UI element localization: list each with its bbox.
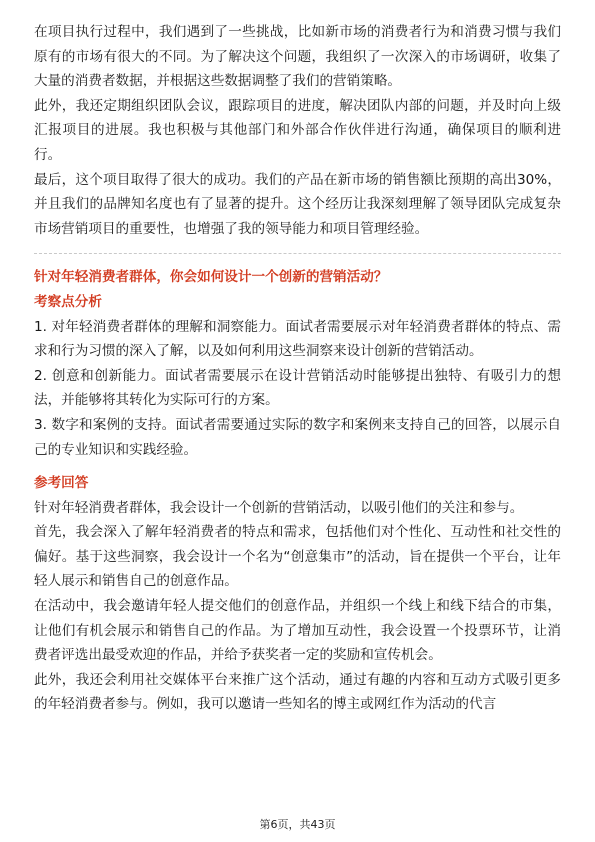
reference-paragraph-1: 针对年轻消费者群体，我会设计一个创新的营销活动，以吸引他们的关注和参与。	[34, 499, 524, 516]
intro-paragraph-3: 最后，这个项目取得了很大的成功。我们的产品在新市场的销售额比预期的高出30%，并且我们的品牌知名度也有了显著的提升。这个经历让我深刻理解了领导团队完成复杂市场营销项目的重要性，也增强了我的领导能力和项目管理经验。	[34, 171, 561, 237]
reference-heading: 参考回答	[34, 475, 89, 492]
question-title: 针对年轻消费者群体，你会如何设计一个创新的营销活动？	[34, 269, 388, 286]
section-divider	[34, 253, 561, 254]
analysis-item-3: 3. 数字和案例的支持。面试者需要通过实际的数字和案例来支持自己的回答，以展示自己的专业知识和实践经验。	[34, 416, 561, 458]
analysis-item-1: 1. 对年轻消费者群体的理解和洞察能力。面试者需要展示对年轻消费者群体的特点、需求和行为习惯的深入了解，以及如何利用这些洞察来设计创新的营销活动。	[34, 318, 561, 360]
page-number-footer: 第6页，共43页	[259, 818, 336, 831]
reference-paragraph-2: 首先，我会深入了解年轻消费者的特点和需求，包括他们对个性化、互动性和社交性的偏好。基于这些洞察，我会设计一个名为“创意集市”的活动，旨在提供一个平台，让年轻人展示和销售自己的创意作品。	[34, 524, 561, 590]
reference-paragraph-4: 此外，我还会利用社交媒体平台来推广这个活动，通过有趣的内容和互动方式吸引更多的年轻消费者参与。例如，我可以邀请一些知名的博主或网红作为活动的代言	[34, 671, 561, 713]
document-page	[34, 20, 561, 717]
analysis-heading: 考察点分析	[34, 293, 102, 310]
spacer	[34, 462, 561, 471]
reference-paragraph-3: 在活动中，我会邀请年轻人提交他们的创意作品，并组织一个线上和线下结合的市集，让他们有机会展示和销售自己的作品。为了增加互动性，我会设置一个投票环节，让消费者评选出最受欢迎的作品，并给予获奖者一定的奖励和宣传机会。	[34, 598, 561, 664]
intro-paragraph-2: 此外，我还定期组织团队会议，跟踪项目的进度，解决团队内部的问题，并及时向上级汇报项目的进展。我也积极与其他部门和外部合作伙伴进行沟通，确保项目的顺利进行。	[34, 97, 561, 163]
analysis-item-2: 2. 创意和创新能力。面试者需要展示在设计营销活动时能够提出独特、有吸引力的想法，并能够将其转化为实际可行的方案。	[34, 367, 561, 409]
intro-paragraph-1: 在项目执行过程中，我们遇到了一些挑战，比如新市场的消费者行为和消费习惯与我们原有的市场有很大的不同。为了解决这个问题，我组织了一次深入的市场调研，收集了大量的消费者数据，并根据这些数据调整了我们的营销策略。	[34, 24, 561, 90]
